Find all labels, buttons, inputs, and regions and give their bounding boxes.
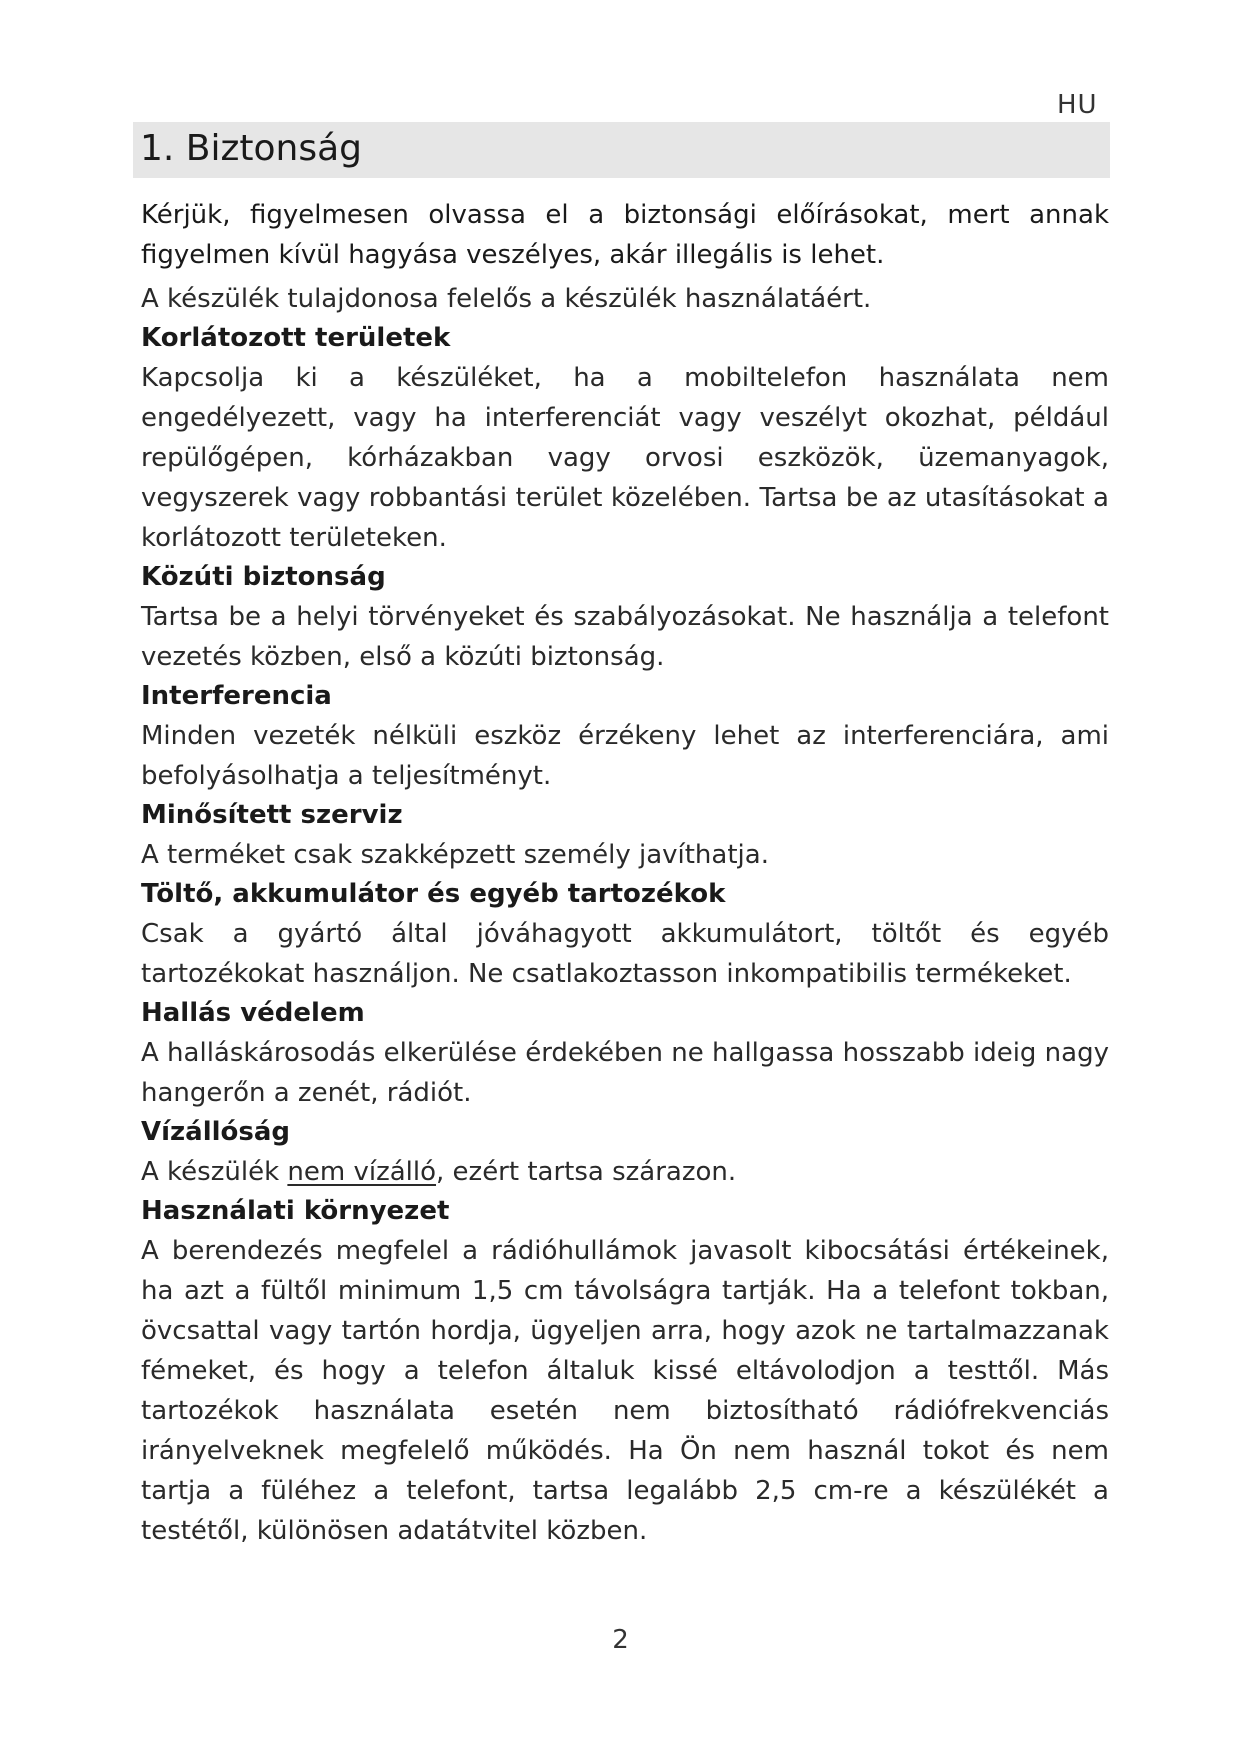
- section-heading-water-resistance: Vízállóság: [141, 1117, 291, 1147]
- section-body-accessories: Csak a gyártó által jóváhagyott akkumulátort, töltőt és egyéb tartozékokat használjon. Ne csatlakoztasson inkompatibilis termékeket.: [141, 919, 1109, 989]
- section-body-qualified-service: A terméket csak szakképzett személy javíthatja.: [141, 840, 769, 870]
- water-text-before: A készülék: [141, 1157, 288, 1187]
- section-heading-road-safety: Közúti biztonság: [141, 562, 386, 592]
- section-heading-accessories: Töltő, akkumulátor és egyéb tartozékok: [141, 879, 726, 909]
- page-number: 2: [612, 1625, 629, 1655]
- content-body: [141, 195, 1109, 1551]
- owner-paragraph: A készülék tulajdonosa felelős a készülék használatáért.: [141, 284, 872, 314]
- section-body-hearing-protection: A halláskárosodás elkerülése érdekében ne hallgassa hosszabb ideig nagy hangerőn a zenét, rádiót.: [141, 1038, 1109, 1108]
- section-body-water-resistance: [141, 1152, 1109, 1192]
- page-title: 1. Biztonság: [140, 128, 363, 169]
- section-heading-usage-environment: Használati környezet: [141, 1196, 450, 1226]
- title-bar: [133, 122, 1110, 178]
- section-heading-hearing-protection: Hallás védelem: [141, 998, 365, 1028]
- section-body-restricted-areas: Kapcsolja ki a készüléket, ha a mobiltelefon használata nem engedélyezett, vagy ha interferenciát vagy veszélyt okozhat, például repülőgépen, kórházakban vagy orvosi eszközök, üzemanyagok, vegyszerek vagy robbantási terület közelében. Tartsa be az utasításokat a korlátozott területeken.: [141, 363, 1109, 553]
- section-body-interference: Minden vezeték nélküli eszköz érzékeny lehet az interferenciára, ami befolyásolhatja a teljesítményt.: [141, 721, 1109, 791]
- language-label: HU: [1057, 90, 1098, 120]
- section-heading-qualified-service: Minősített szerviz: [141, 800, 403, 830]
- water-text-after: , ezért tartsa szárazon.: [436, 1157, 737, 1187]
- section-heading-interference: Interferencia: [141, 681, 332, 711]
- intro-paragraph: Kérjük, figyelmesen olvassa el a biztonsági előírásokat, mert annak figyelmen kívül hagyása veszélyes, akár illegális is lehet.: [141, 200, 1109, 270]
- section-body-road-safety: Tartsa be a helyi törvényeket és szabályozásokat. Ne használja a telefont vezetés közben, első a közúti biztonság.: [141, 602, 1109, 672]
- water-emphasis: nem vízálló: [287, 1157, 437, 1187]
- section-heading-restricted-areas: Korlátozott területek: [141, 323, 451, 353]
- section-body-usage-environment: A berendezés megfelel a rádióhullámok javasolt kibocsátási értékeinek, ha azt a fültől minimum 1,5 cm távolságra tartják. Ha a telefont tokban, övcsattal vagy tartón hordja, ügyeljen arra, hogy azok ne tartalmazzanak fémeket, és hogy a telefon általuk kissé eltávolodjon a testtől. Más tartozékok használata esetén nem biztosítható rádiófrekvenciás irányelveknek megfelelő működés. Ha Ön nem használ tokot és nem tartja a füléhez a telefont, tartsa legalább 2,5 cm-re a készülékét a testétől, különösen adatátvitel közben.: [141, 1236, 1109, 1546]
